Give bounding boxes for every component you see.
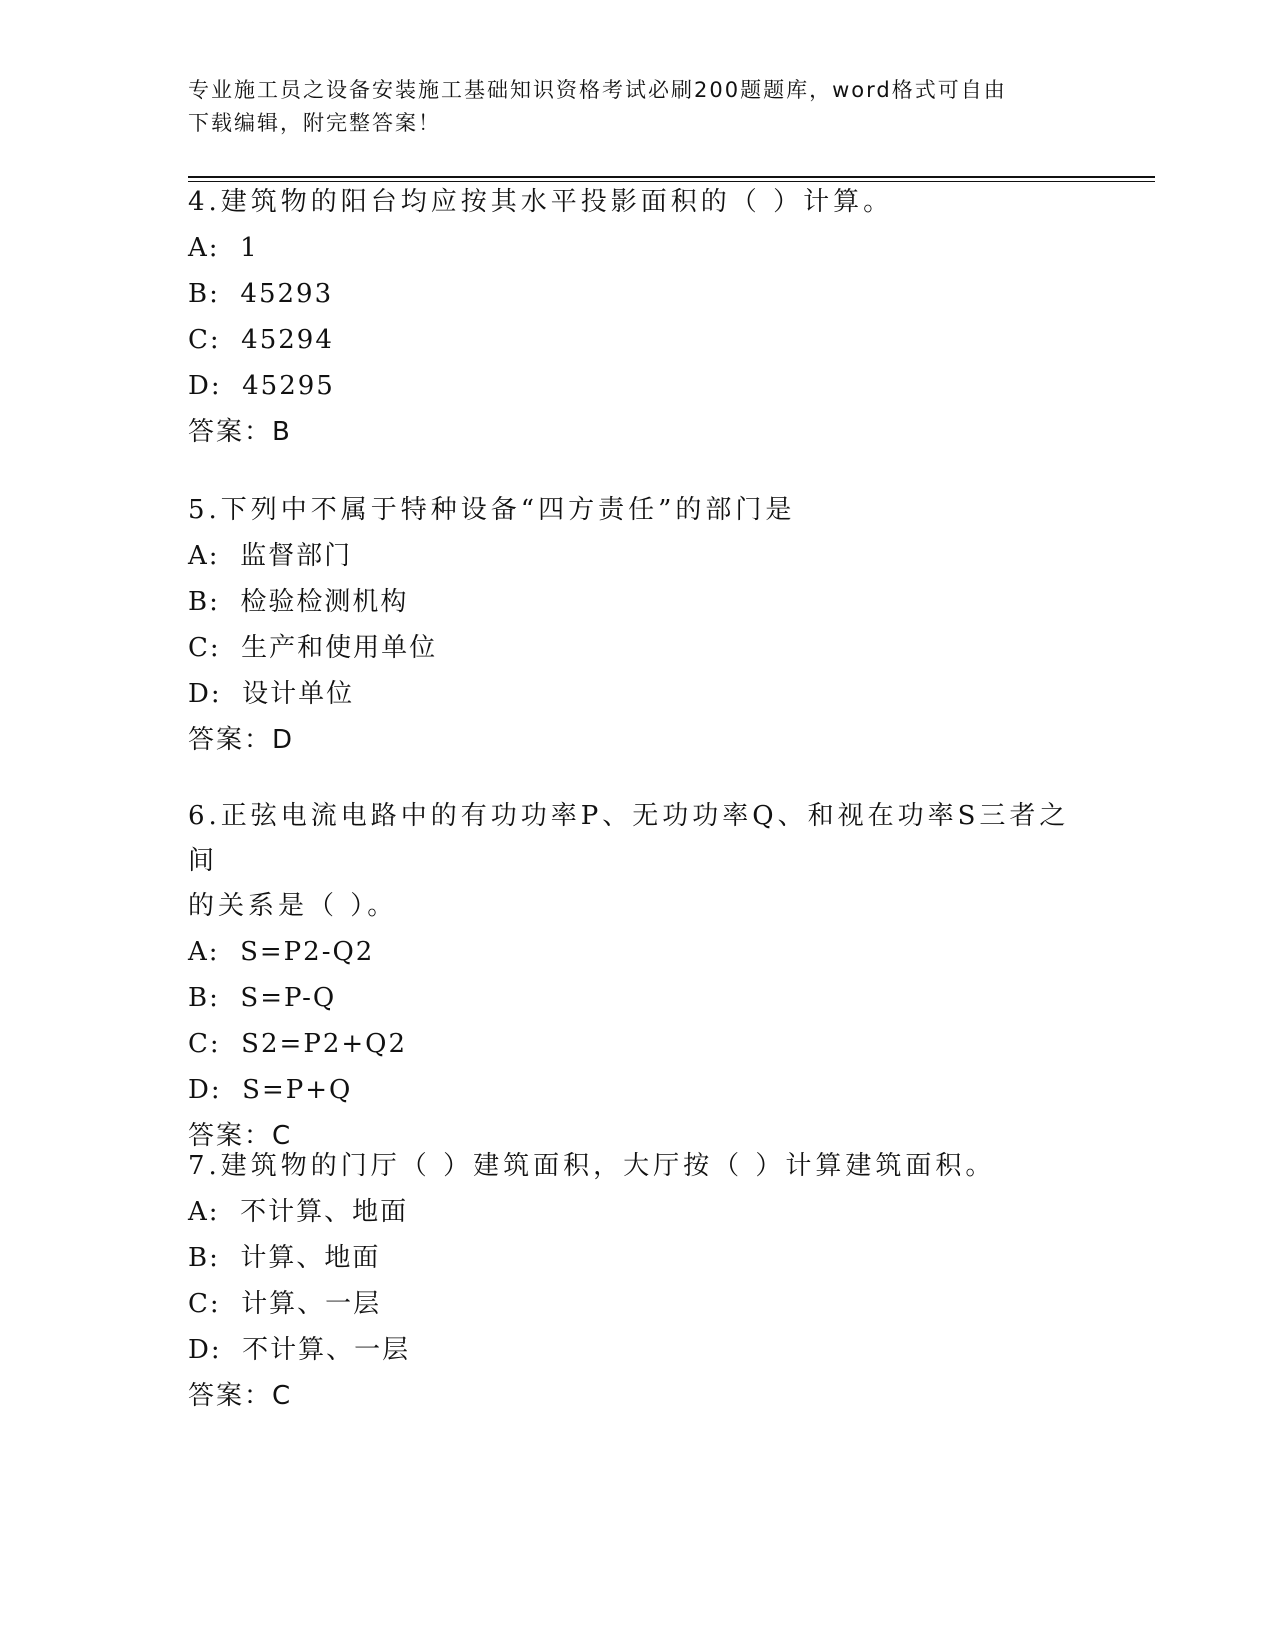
option-b: B: 计算、地面 [188,1243,381,1273]
option-d: D: 设计单位 [188,679,355,709]
option-b: B: S=P-Q [188,983,337,1013]
question-6 [188,794,1088,1159]
option-a: A: 监督部门 [188,541,353,571]
answer: 答案：D [188,725,295,755]
question-stem: 7.建筑物的门厅（ ）建筑面积，大厅按（ ）计算建筑面积。 [188,1151,996,1181]
question-stem: 4.建筑物的阳台均应按其水平投影面积的（ ）计算。 [188,187,894,217]
option-c: C: 生产和使用单位 [188,633,438,663]
question-stem-line-1: 6.正弦电流电路中的有功功率P、无功功率Q、和视在功率S三者之间 [188,801,1070,876]
option-d: D: 不计算、一层 [188,1335,411,1365]
option-c: C: 计算、一层 [188,1289,382,1319]
question-stem-line-2: 的关系是（ ）。 [188,891,398,921]
question-7 [188,1144,1088,1419]
question-4 [188,180,1088,455]
option-a: A: 不计算、地面 [188,1197,409,1227]
header-divider-thick [188,176,1155,178]
option-d: D: S=P+Q [188,1075,353,1105]
option-c: C: 45294 [188,325,334,355]
question-stem: 5.下列中不属于特种设备“四方责任”的部门是 [188,495,796,525]
question-5 [188,488,1088,763]
option-a: A: S=P2-Q2 [188,937,375,967]
answer: 答案：C [188,1121,293,1151]
document-header [188,74,1088,140]
header-line-2: 下载编辑，附完整答案！ [188,111,441,135]
option-c: C: S2=P2+Q2 [188,1029,407,1059]
option-d: D: 45295 [188,371,335,401]
option-a: A: 1 [188,233,259,263]
header-line-1: 专业施工员之设备安装施工基础知识资格考试必刷200题题库，word格式可自由 [188,78,1007,102]
option-b: B: 45293 [188,279,334,309]
answer: 答案：C [188,1381,293,1411]
option-b: B: 检验检测机构 [188,587,409,617]
answer: 答案：B [188,417,292,447]
